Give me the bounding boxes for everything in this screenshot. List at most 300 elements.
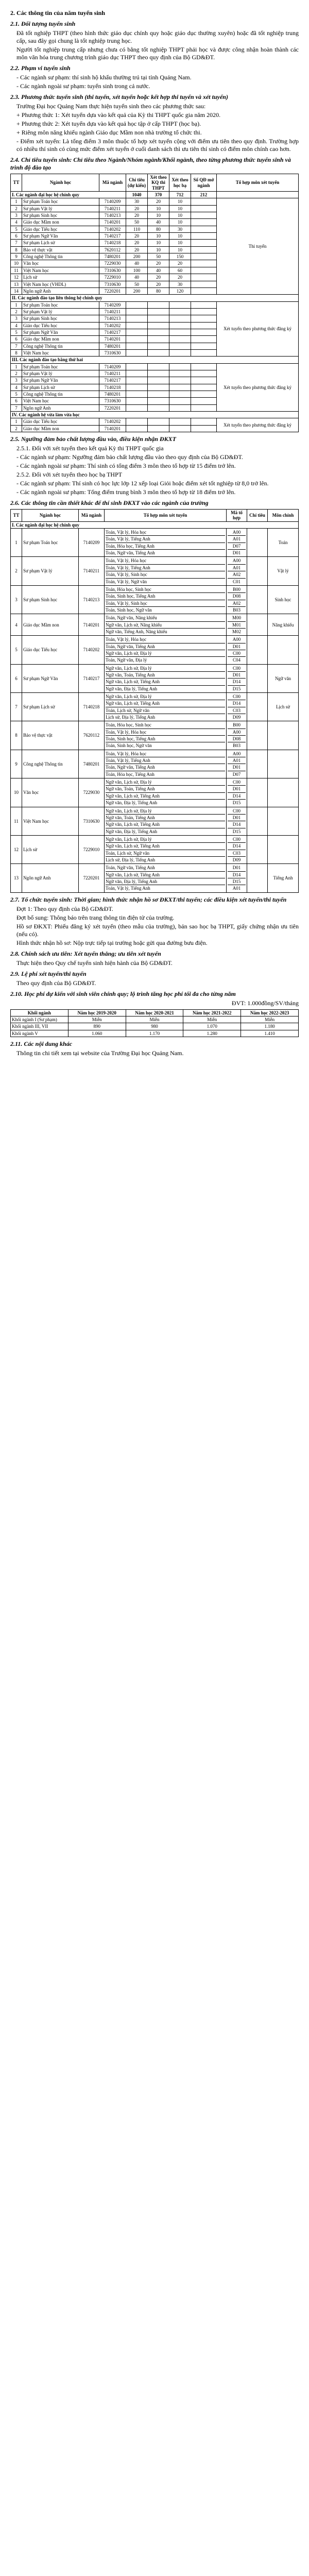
tuition-table (10, 1009, 299, 1037)
combo-code-cell (227, 835, 247, 863)
list-item: Hồ sơ ĐKXT: Phiếu đăng ký xét tuyển (theo mẫu của trường), bản sao học bạ THPT, giấy chứng nhận ưu tiên (nếu có). (16, 922, 299, 938)
empty-cell (191, 301, 217, 308)
combo-item: Toán, Ngữ văn, Năng khiếu (106, 615, 225, 621)
table-cell: 8 (11, 246, 22, 253)
combo-item: Ngữ văn, Toán, Tiếng Anh (106, 815, 225, 821)
subsection-title-2-4: 2.4. Chỉ tiêu tuyển sinh: Chỉ tiêu theo Ngành/Nhóm ngành/Khối ngành, theo từng phương thức tuyển sinh và trình độ đào tạo (10, 156, 291, 171)
combo-item: Toán, Hóa học, Sinh học (106, 586, 225, 593)
paragraph: Trường Đại học Quảng Nam thực hiện tuyển sinh theo các phương thức sau: (16, 103, 206, 110)
column-header: Xét theo học bạ (169, 174, 191, 192)
combo-code: D01 (228, 865, 246, 871)
table-cell: Văn học (22, 260, 99, 267)
paragraph: Thực hiện theo Quy chế tuyển sinh hiện hành của Bộ GD&ĐT. (16, 959, 173, 967)
empty-cell (169, 336, 191, 343)
table-cell: 7 (11, 240, 22, 246)
empty-cell (191, 253, 217, 260)
empty-cell (148, 301, 169, 308)
table-cell: Lịch sử (22, 274, 99, 281)
table-cell: 7220201 (79, 864, 105, 892)
empty-cell (126, 418, 148, 425)
empty-cell (126, 308, 148, 315)
empty-cell (148, 384, 169, 391)
combo-item: Ngữ văn, Toán, Tiếng Anh (106, 672, 225, 679)
combo-code: C00 (228, 665, 246, 672)
empty-cell (148, 377, 169, 384)
table-cell: 5 (11, 391, 22, 398)
table-cell: 3 (11, 585, 22, 614)
combo-item: Ngữ văn, Lịch sử, Địa lý (106, 693, 225, 700)
combo-cell (105, 664, 227, 692)
table-cell: 4 (11, 219, 22, 226)
table-cell: 7140201 (99, 219, 126, 226)
column-header: Môn chính (268, 510, 299, 522)
paragraph: Đã tốt nghiệp THPT (theo hình thức giáo dục chính quy hoặc giáo dục thường xuyên) hoặc đã tốt nghiệp trung cấp, sau đây gọi chung là tốt nghiệp trung học. (16, 29, 299, 44)
empty-cell (169, 349, 191, 356)
table-cell: Việt Nam học (22, 807, 79, 835)
group-row (11, 357, 299, 363)
combo-code: C03 (228, 850, 246, 857)
table-cell: Toán (268, 529, 299, 557)
empty-cell (191, 205, 217, 212)
combo-item: Ngữ văn, Lịch sử, Địa lý (106, 779, 225, 786)
empty-cell (148, 418, 169, 425)
combo-code: D09 (232, 715, 241, 720)
empty-cell (148, 336, 169, 343)
table-cell: 10 (148, 205, 169, 212)
combo-item: Toán, Ngữ văn, Địa lý (106, 657, 147, 663)
column-header: Năm học 2019-2020 (68, 1009, 126, 1016)
table-cell: 5 (11, 226, 22, 232)
table-row (11, 1016, 299, 1023)
list-item: - Các ngành sư phạm: thí sinh hộ khẩu thường trú tại tỉnh Quảng Nam. (16, 74, 192, 81)
combo-code-cell (227, 750, 247, 778)
table-cell: 10 (169, 212, 191, 219)
table-cell: Miễn (68, 1016, 126, 1023)
empty-cell (169, 391, 191, 398)
group-row (11, 295, 299, 301)
table-cell: Việt Nam học (VHDL) (22, 281, 99, 287)
table-cell: 2 (11, 308, 22, 315)
subsection-title-2-8: 2.8. Chính sách ưu tiên: Xét tuyển thẳng; ưu tiên xét tuyển (10, 950, 161, 957)
table-cell: 1.070 (183, 1023, 241, 1030)
empty-cell (148, 322, 169, 329)
combo-code-cell (227, 636, 247, 664)
empty-cell (191, 240, 217, 246)
empty-cell (148, 349, 169, 356)
table-cell: 4 (11, 322, 22, 329)
table-cell: 7310630 (99, 398, 126, 404)
combo-item: Toán, Vật lý, Hóa học (106, 751, 225, 757)
combo-code: C03 (228, 707, 246, 714)
table-cell: 7480201 (79, 750, 105, 778)
empty-cell (191, 281, 217, 287)
combo-cell (105, 807, 227, 835)
empty-cell (191, 336, 217, 343)
table-cell: Vật lý (268, 557, 299, 585)
table-cell: 10 (169, 240, 191, 246)
combo-code: D01 (228, 764, 246, 771)
table-cell: 7 (11, 404, 22, 411)
table-row (11, 664, 299, 692)
empty-cell (191, 274, 217, 281)
table-cell: Giáo dục Tiểu học (22, 418, 99, 425)
table-cell: 40 (148, 219, 169, 226)
column-header: Năm học 2022-2023 (241, 1009, 299, 1016)
table-cell: 7140211 (79, 557, 105, 585)
combo-code: D01 (228, 672, 246, 679)
empty-cell (191, 198, 217, 205)
combo-cell (105, 614, 227, 636)
table-cell: 50 (126, 219, 148, 226)
paragraph: Người tốt nghiệp trung cấp nhưng chưa có bằng tốt nghiệp THPT phải học và được công nhận hoàn thành các môn văn hóa trung chương trình giáo dục THPT theo quy định của Bộ GD&ĐT. (16, 46, 299, 61)
empty-cell (191, 212, 217, 219)
table-cell: Công nghệ Thông tin (22, 253, 99, 260)
combo-item: Ngữ văn, Lịch sử, Tiếng Anh (106, 793, 225, 800)
combo-item: Ngữ văn, Địa lý, Tiếng Anh (106, 686, 158, 691)
table-cell: Giáo dục Mầm non (22, 425, 99, 432)
empty-cell (217, 192, 299, 198)
table-cell: 7140201 (99, 336, 126, 343)
combo-code-cell (227, 721, 247, 750)
empty-cell (148, 398, 169, 404)
table-cell: Việt Nam học (22, 349, 99, 356)
table-cell: Ngôn ngữ Anh (22, 864, 79, 892)
combo-code: D08 (228, 593, 246, 600)
table-cell: 7140218 (79, 693, 105, 721)
column-header: Chỉ tiêu (247, 510, 268, 522)
empty-cell (247, 664, 268, 692)
table-cell: Công nghệ Thông tin (22, 391, 99, 398)
combo-item: Ngữ văn, Địa lý, Tiếng Anh (106, 878, 225, 885)
table-header-row (11, 510, 299, 522)
combo-item: Lịch sử, Địa lý, Tiếng Anh (106, 715, 156, 720)
column-header: Ngành học (22, 174, 99, 192)
table-cell: 7140209 (99, 363, 126, 370)
empty-cell (126, 315, 148, 322)
combo-item: Ngữ văn, Lịch sử, Tiếng Anh (106, 821, 225, 828)
empty-cell (169, 343, 191, 349)
combo-code: D09 (232, 857, 241, 862)
table-row (11, 301, 299, 308)
combo-item: Ngữ văn, Lịch sử, Tiếng Anh (106, 679, 225, 685)
table-cell: 10 (169, 198, 191, 205)
group-title: I. Các ngành đại học hệ chính quy (11, 521, 299, 528)
table-cell: 50 (148, 253, 169, 260)
empty-cell (148, 425, 169, 432)
empty-cell (148, 329, 169, 335)
table-cell: 7310630 (99, 349, 126, 356)
combo-code: D01 (228, 643, 246, 650)
table-cell: 80 (148, 287, 169, 294)
empty-cell (191, 370, 217, 377)
empty-cell (191, 308, 217, 315)
combo-item: Toán, Sinh học, Tiếng Anh (106, 736, 225, 742)
column-header: Ngành học (22, 510, 79, 522)
empty-cell (247, 636, 268, 664)
combo-code: D01 (228, 786, 246, 792)
table-cell: 8 (11, 721, 22, 750)
table-cell: 3 (11, 315, 22, 322)
table-cell: 2 (11, 205, 22, 212)
empty-cell (148, 343, 169, 349)
table-cell: 7140209 (99, 301, 126, 308)
combo-cell (105, 693, 227, 721)
table-cell: 7140211 (99, 370, 126, 377)
empty-cell (126, 404, 148, 411)
list-item: + Phương thức 1: Xét tuyển dựa vào kết quả của Kỳ thi THPT quốc gia năm 2020. (16, 111, 221, 118)
list-item: - Các ngành sư phạm: Ngưỡng đảm bảo chất lượng đầu vào theo quy định của Bộ GD&ĐT. (16, 453, 243, 461)
table-cell: Xét tuyển theo phương thức đăng ký (217, 418, 299, 432)
list-item: Đợt 1: Theo quy định của Bộ GD&ĐT. (16, 905, 113, 912)
combo-cell (105, 636, 227, 664)
subsection-title-2-9: 2.9. Lệ phí xét tuyển/thi tuyển (10, 970, 87, 977)
combo-item: Ngữ văn, Địa lý, Tiếng Anh (106, 828, 158, 834)
subsection-title-2-3: 2.3. Phương thức tuyển sinh (thi tuyển, xét tuyển hoặc kết hợp thi tuyển và xét tuyển) (10, 93, 228, 100)
combo-code-cell (227, 614, 247, 636)
table-cell: 7140213 (99, 315, 126, 322)
table-cell: 10 (11, 778, 22, 807)
table-cell: Việt Nam học (22, 267, 99, 274)
table-cell (268, 807, 299, 835)
list-item: + Riêng môn năng khiếu ngành Giáo dục Mầm non nhà trường tổ chức thi. (16, 129, 202, 136)
empty-cell (191, 425, 217, 432)
table-cell: 6 (11, 336, 22, 343)
empty-cell (191, 226, 217, 232)
table-cell: 7140201 (79, 614, 105, 636)
empty-cell (169, 308, 191, 315)
combo-code: D14 (228, 821, 246, 828)
group-row (11, 412, 299, 418)
table-cell: 7140217 (79, 664, 105, 692)
table-cell: 6 (11, 233, 22, 240)
table-cell: 100 (126, 267, 148, 274)
empty-cell (247, 557, 268, 585)
section-title: 2. Các thông tin của năm tuyển sinh (10, 9, 106, 16)
admission-combos-table (10, 509, 299, 893)
combo-item: Toán, Ngữ văn, Tiếng Anh (106, 550, 155, 556)
table-cell: 3 (11, 212, 22, 219)
combo-item: Toán, Vật lý, Tiếng Anh (106, 757, 225, 764)
table-cell: 12 (11, 274, 22, 281)
table-header-row (11, 1009, 299, 1016)
table-row (11, 1030, 299, 1037)
combo-cell (105, 750, 227, 778)
table-cell: Khối ngành I (Sư phạm) (11, 1016, 68, 1023)
table-cell: 200 (126, 287, 148, 294)
empty-cell (191, 377, 217, 384)
empty-cell (247, 614, 268, 636)
table-cell: 20 (169, 260, 191, 267)
table-cell: 50 (126, 281, 148, 287)
table-cell: 7620112 (99, 246, 126, 253)
table-cell: 8 (11, 349, 22, 356)
empty-cell (247, 585, 268, 614)
combo-cell (105, 721, 227, 750)
table-cell: 13 (11, 281, 22, 287)
combo-code: A01 (228, 565, 246, 571)
table-cell (268, 636, 299, 664)
table-cell: Sư phạm Ngữ Văn (22, 377, 99, 384)
combo-item: Toán, Ngữ văn, Tiếng Anh (106, 643, 225, 650)
empty-cell (191, 404, 217, 411)
table-cell: 1.410 (241, 1030, 299, 1037)
table-cell: 80 (148, 226, 169, 232)
table-cell: 3 (11, 377, 22, 384)
combo-code: B03 (232, 743, 241, 749)
combo-item: Ngữ văn, Toán, Tiếng Anh (106, 786, 225, 792)
table-cell: 1 (11, 301, 22, 308)
table-cell (268, 778, 299, 807)
combo-item: Ngữ văn, Lịch sử, Địa lý (106, 808, 225, 815)
empty-cell (169, 425, 191, 432)
group-title: II. Các ngành đào tạo liên thông hệ chính quy (11, 295, 299, 301)
combo-cell (105, 585, 227, 614)
table-cell: 20 (148, 198, 169, 205)
table-cell: 2 (11, 557, 22, 585)
table-cell: 7140218 (99, 240, 126, 246)
empty-cell (148, 308, 169, 315)
table-cell: 7 (11, 343, 22, 349)
combo-code-cell (227, 585, 247, 614)
table-cell: 20 (148, 260, 169, 267)
table-cell: Thi tuyển (217, 198, 299, 295)
combo-item: Toán, Lịch sử, Ngữ văn (106, 850, 225, 857)
empty-cell (169, 418, 191, 425)
empty-cell (191, 260, 217, 267)
table-cell: Sư phạm Lịch sử (22, 240, 99, 246)
table-cell: 890 (68, 1023, 126, 1030)
table-cell: 10 (148, 212, 169, 219)
combo-code-cell (227, 864, 247, 892)
empty-cell (169, 322, 191, 329)
empty-cell (247, 693, 268, 721)
total-cell: 212 (191, 192, 217, 198)
table-cell: Sư phạm Vật lý (22, 205, 99, 212)
table-cell: Văn học (22, 778, 79, 807)
table-cell: 110 (126, 226, 148, 232)
document-page (0, 0, 309, 1057)
empty-cell (191, 343, 217, 349)
empty-cell (191, 246, 217, 253)
list-item: - Các ngành ngoài sư phạm: tuyển sinh trong cả nước. (16, 82, 150, 90)
empty-cell (191, 418, 217, 425)
column-header: Xét theo KQ thi THPT (148, 174, 169, 192)
empty-cell (148, 391, 169, 398)
empty-cell (148, 315, 169, 322)
table-cell: 10 (169, 233, 191, 240)
subsection-title-2-1: 2.1. Đối tượng tuyển sinh (10, 20, 76, 27)
combo-code: D08 (228, 736, 246, 742)
table-cell: Ngôn ngữ Anh (22, 287, 99, 294)
fee-unit: ĐVT: 1.000đồng/SV/tháng (231, 999, 299, 1007)
table-cell: 10 (169, 246, 191, 253)
empty-cell (169, 329, 191, 335)
empty-cell (191, 384, 217, 391)
table-cell: Sư phạm Vật lý (22, 308, 99, 315)
combo-code-cell (227, 693, 247, 721)
table-cell: 9 (11, 750, 22, 778)
combo-item: Toán, Sinh học, Ngữ văn (106, 743, 152, 749)
combo-item: Toán, Hóa học, Tiếng Anh (106, 543, 225, 550)
table-cell: Công nghệ Thông tin (22, 343, 99, 349)
table-cell: Xét tuyển theo phương thức đăng ký (217, 301, 299, 357)
table-cell: Công nghệ Thông tin (22, 750, 79, 778)
table-cell: 7140209 (99, 198, 126, 205)
table-cell: 10 (169, 205, 191, 212)
empty-cell (148, 370, 169, 377)
table-cell: 2 (11, 370, 22, 377)
subsection-title-2-10: 2.10. Học phí dự kiến với sinh viên chính quy; lộ trình tăng học phí tối đa cho từng năm (10, 990, 236, 997)
list-item: + Phương thức 2: Xét tuyển dựa vào kết quả học tập ở cấp THPT (học bạ). (16, 120, 201, 127)
empty-cell (191, 398, 217, 404)
empty-cell (247, 529, 268, 557)
table-cell: 40 (126, 274, 148, 281)
table-cell: 7140217 (99, 329, 126, 335)
combo-code-cell (227, 529, 247, 557)
combo-cell (105, 864, 227, 892)
combo-cell (105, 778, 227, 807)
combo-code: A02 (228, 600, 246, 607)
table-row (11, 363, 299, 370)
table-cell: 5 (11, 636, 22, 664)
table-row (11, 529, 299, 557)
table-cell: 7140209 (79, 529, 105, 557)
table-cell: 7220201 (99, 404, 126, 411)
combo-code: C00 (228, 779, 246, 786)
combo-code: A00 (228, 529, 246, 536)
table-cell: Miễn (241, 1016, 299, 1023)
column-header: Năm học 2021-2022 (183, 1009, 241, 1016)
table-cell: 30 (169, 281, 191, 287)
combo-code: D15 (232, 828, 241, 834)
table-cell: 4 (11, 614, 22, 636)
combo-code: C00 (228, 808, 246, 815)
group-title: III. Các ngành đào tạo bằng thứ hai (11, 357, 299, 363)
table-cell: 30 (169, 226, 191, 232)
combo-item: Toán, Vật lý, Hóa học (106, 557, 225, 564)
combo-item: Ngữ văn, Lịch sử, Địa lý (106, 650, 225, 657)
empty-cell (126, 391, 148, 398)
combo-code: D07 (232, 771, 241, 777)
table-cell: 7140213 (99, 212, 126, 219)
combo-code: A01 (228, 757, 246, 764)
combo-item: Toán, Lịch sử, Ngữ văn (106, 707, 225, 714)
combo-code: A02 (228, 571, 246, 578)
combo-item: Toán, Sinh học, Ngữ văn (106, 607, 152, 613)
table-cell: 2 (11, 425, 22, 432)
combo-item: Toán, Ngữ văn, Tiếng Anh (106, 764, 225, 771)
table-cell: 150 (169, 253, 191, 260)
table-cell: 7220201 (99, 287, 126, 294)
table-cell: Bảo vệ thực vật (22, 246, 99, 253)
table-cell: 7140202 (99, 226, 126, 232)
combo-code-cell (227, 664, 247, 692)
table-cell: Ngôn ngữ Anh (22, 404, 99, 411)
table-cell: 5 (11, 329, 22, 335)
empty-cell (126, 301, 148, 308)
combo-item: Lịch sử, Địa lý, Tiếng Anh (106, 857, 156, 862)
table-cell: 7140201 (99, 425, 126, 432)
table-cell: Ngữ văn (268, 664, 299, 692)
empty-cell (191, 329, 217, 335)
combo-code: D14 (228, 843, 246, 850)
combo-item: Toán, Vật lý, Hóa học (106, 636, 225, 643)
combo-code: D14 (228, 700, 246, 707)
combo-code: A00 (228, 557, 246, 564)
empty-cell (126, 377, 148, 384)
table-row (11, 864, 299, 892)
table-cell: 120 (169, 287, 191, 294)
